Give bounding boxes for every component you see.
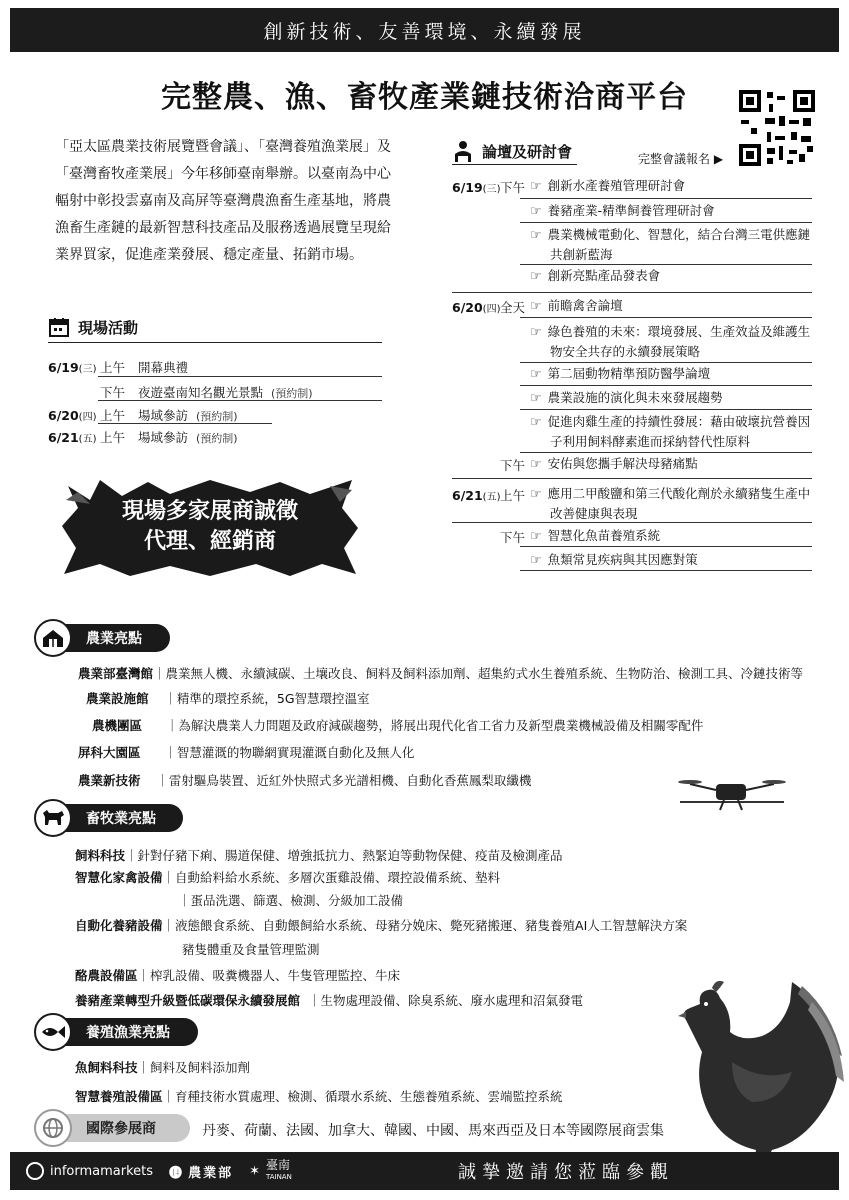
forum-title: 論壇及研討會 [482,142,573,161]
forum-item: ☞ 安佑與您攜手解決母豬痛點 [530,456,698,472]
agri-pill: 農業亮點 [38,624,170,652]
livestock-row: ｜蛋品洗選、篩選、檢測、分級加工設備 [178,893,404,908]
hen-illustration [672,972,849,1172]
register-link[interactable]: 完整會議報名 ▶ [638,152,724,166]
pointing-hand-icon: ☞ [530,204,542,219]
top-banner [10,8,839,52]
forum-item: ☞ 創新亮點產品發表會 [530,268,661,284]
globe-icon [34,1109,72,1147]
forum-item: ☞ 促進肉雞生產的持續性發展：藉由破壞抗營養因子利用飼料酵素進而採納替代性原料 [530,414,811,449]
onsite-title: 現場活動 [78,318,139,337]
forum-day: 6/20(四) 全天 [452,300,526,315]
forum-item: ☞ 應用二甲酸鹽和第三代酸化劑於永續豬隻生產中改善健康與表現 [530,486,811,521]
onsite-divider [48,342,382,343]
pointing-hand-icon: ☞ [530,391,542,406]
onsite-row: 6/20(四) 上午 場域參訪 (預約制) [48,408,238,423]
agri-row: 農機團區 ｜為解決農業人力問題及政府減碳趨勢，將展出現代化省工省力及新型農業機械設備及相關零配件 [92,718,704,733]
pointing-hand-icon: ☞ [530,325,542,340]
bottom-banner [10,1152,839,1190]
qr-code[interactable] [739,90,815,166]
livestock-row: 智慧化家禽設備｜自動給料給水系統、多層次蛋雞設備、環控設備系統、墊料 [75,870,501,885]
pointing-hand-icon: ☞ [530,299,542,314]
tainan-logo: ✶ 臺南 TAINAN [249,1158,292,1181]
forum-item: ☞ 農業機械電動化、智慧化，結合台灣三電供應鏈共創新藍海 [530,227,811,262]
intl-pill: 國際參展商 [38,1114,190,1142]
livestock-row: 養豬產業轉型升級暨低碳環保永續發展館 ｜生物處理設備、除臭系統、廢水處理和沼氣發電 [75,993,583,1008]
recruit-text: 現場多家展商誠徵 代理、經銷商 [121,499,298,554]
forum-item: ☞ 創新水產養殖管理研討會 [530,178,686,194]
intro-paragraph: 「亞太區農業技術展覽暨會議」、「臺灣養殖漁業展」及「臺灣畜牧產業展」今年移師臺南舉辦。以臺南為中心輻射中彰投雲嘉南及高屏等臺灣農漁畜生產基地，將農漁畜生產鏈的最新智慧科技產品及服務透過展覽呈現給業界買家，促進產業發展、穩定產量、拓銷市場。 [55,139,391,263]
onsite-heading [48,316,138,338]
pointing-hand-icon: ☞ [530,367,542,382]
pointing-hand-icon: ☞ [530,487,542,502]
forum-item: ☞ 前瞻禽舍論壇 [530,298,623,314]
forum-divider [452,164,577,165]
aqua-row: 智慧養殖設備區｜育種技術水質處理、檢測、循環水系統、生態養殖系統、雲端監控系統 [75,1089,563,1104]
aqua-row: 魚飼料科技｜飼料及飼料添加劑 [75,1060,251,1075]
pointing-hand-icon: ☞ [530,553,542,568]
tainan-emblem-icon: ✶ [249,1163,260,1179]
aqua-pill: 養殖漁業亮點 [38,1018,198,1046]
forum-heading [452,140,572,162]
livestock-row: 自動化養豬設備｜液態餵食系統、自動餵飼給水系統、母豬分娩床、斃死豬搬運、豬隻養殖AI人工智慧解決方案 [75,918,688,933]
intl-desc: 丹麥、荷蘭、法國、加拿大、韓國、中國、馬來西亞及日本等國際展商雲集 [202,1123,664,1139]
play-arrow-icon: ▶ [713,152,724,166]
pointing-hand-icon: ☞ [530,415,542,430]
livestock-row: 飼料科技｜針對仔豬下痢、腸道保健、增強抵抗力、熱緊迫等動物保健、疫苗及檢測產品 [75,848,563,863]
agri-row: 農業新技術 ｜雷射驅鳥裝置、近紅外快照式多光譜相機、自動化香蕉鳳梨取纖機 [78,773,532,788]
forum-item: ☞ 第二屆動物精準預防醫學論壇 [530,366,711,382]
pointing-hand-icon: ☞ [530,529,542,544]
livestock-pill: 畜牧業亮點 [38,804,183,832]
forum-item: ☞ 魚類常見疾病與其因應對策 [530,552,698,568]
fish-icon [34,1013,72,1051]
pointing-hand-icon: ☞ [530,228,542,243]
greenhouse-icon [34,619,72,657]
pointing-hand-icon: ☞ [530,179,542,194]
forum-item: ☞ 農業設施的演化與未來發展趨勢 [530,390,723,406]
pointing-hand-icon: ☞ [530,269,542,284]
speaker-icon [452,140,474,162]
forum-item: ☞ 智慧化魚苗養殖系統 [530,528,661,544]
tagline: 創新技術、友善環境、永續發展 [263,20,586,43]
agri-row: 農業部臺灣館｜農業無人機、永續減碳、土壤改良、飼料及飼料添加劑、超集約式水生養殖系統、生物防治、檢測工具、冷鏈技術等 [78,666,804,681]
livestock-row: 豬隻體重及食量管理監測 [182,942,320,957]
cow-icon [34,799,72,837]
forum-day: 下午 [500,530,526,545]
calendar-icon [48,316,70,338]
informa-logo: informamarkets [26,1162,153,1180]
drone-illustration [676,776,788,812]
livestock-row: 酪農設備區｜榨乳設備、吸糞機器人、牛隻管理監控、牛床 [75,968,401,983]
onsite-row: 6/21(五) 上午 場域參訪 (預約制) [48,430,238,445]
agri-row: 農業設施館 ｜精準的環控系統，5G智慧環控溫室 [86,691,370,706]
forum-item: ☞ 綠色養殖的未來：環境發展、生產效益及維護生物安全共存的永續發展策略 [530,324,811,359]
forum-day: 6/19(三) 下午 [452,180,526,195]
onsite-row: 下午 夜遊臺南知名觀光景點 (預約制) [100,385,313,400]
informa-circle-icon [26,1162,44,1180]
forum-day: 下午 [500,458,526,473]
agri-row: 屏科大園區 ｜智慧灌溉的物聯網實現灌溉自動化及無人化 [78,745,415,760]
forum-day: 6/21(五) 上午 [452,488,526,503]
invite-text: 誠摯邀請您蒞臨參觀 [458,1162,674,1183]
pointing-hand-icon: ☞ [530,457,542,472]
forum-item: ☞ 養豬產業-精準飼養管理研討會 [530,203,715,219]
moa-logo: ⓮ 農業部 [169,1162,233,1181]
onsite-row: 6/19(三) 上午 開幕典禮 [48,360,189,375]
page-title: 完整農、漁、畜牧產業鏈技術洽商平台 [161,80,688,115]
moa-emblem-icon: ⓮ [169,1165,183,1181]
